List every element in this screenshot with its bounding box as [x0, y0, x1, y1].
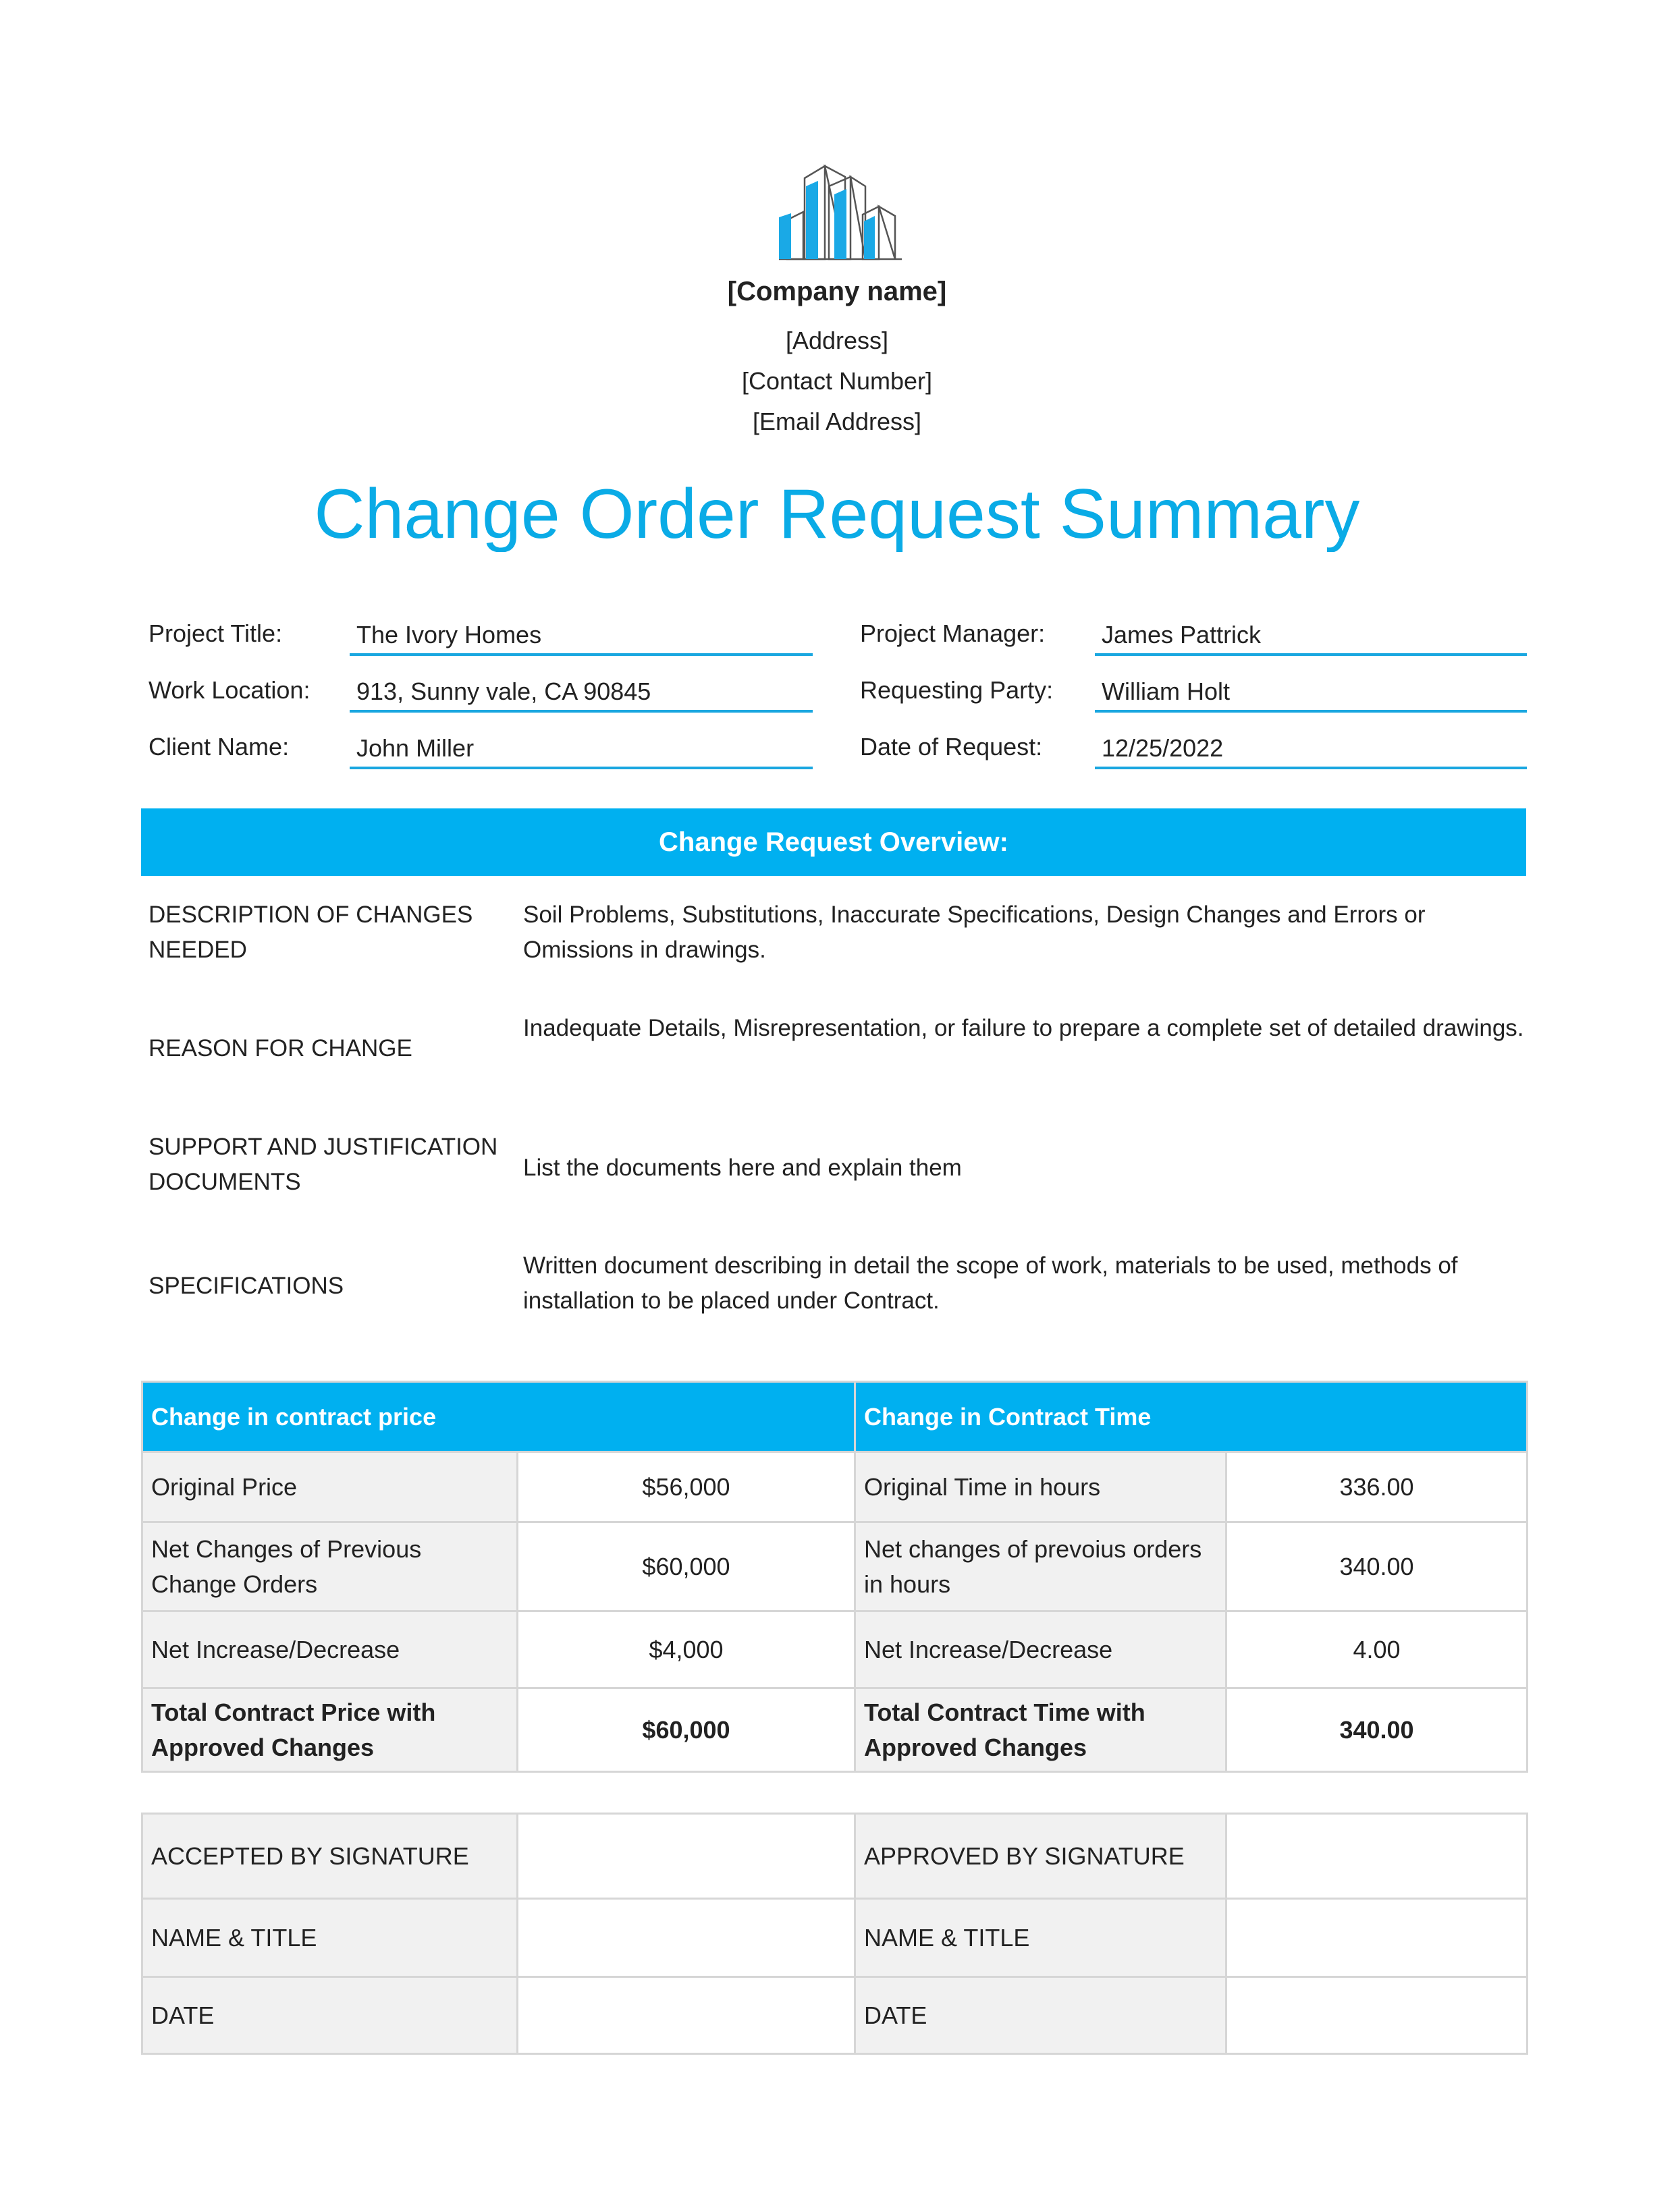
total-price-label: Total Contract Price with Approved Changes	[142, 1688, 518, 1772]
table-row	[142, 1452, 1528, 1522]
approved-name-title-label: NAME & TITLE	[855, 1899, 1226, 1977]
overview-heading: Change Request Overview:	[659, 827, 1008, 857]
original-time-label: Original Time in hours	[855, 1452, 1226, 1522]
total-time-label: Total Contract Time with Approved Changes	[855, 1688, 1226, 1772]
accepted-name-title-field[interactable]	[518, 1899, 855, 1977]
net-increase-price-value[interactable]: $4,000	[518, 1611, 855, 1688]
table-header-row	[142, 1382, 1528, 1452]
accepted-name-title-label: NAME & TITLE	[142, 1899, 518, 1977]
accepted-date-label: DATE	[142, 1977, 518, 2054]
project-manager-field[interactable]: James Pattrick	[1095, 614, 1527, 656]
overview-support-text[interactable]: List the documents here and explain them	[523, 1155, 962, 1181]
date-of-request-label: Date of Request:	[860, 733, 1043, 761]
company-email-address: [Email Address]	[752, 408, 922, 435]
total-price-value[interactable]: $60,000	[518, 1688, 855, 1772]
original-price-label: Original Price	[142, 1452, 518, 1522]
net-changes-time-value[interactable]: 340.00	[1226, 1522, 1528, 1611]
overview-specifications-label: SPECIFICATIONS	[148, 1273, 344, 1299]
net-increase-time-value[interactable]: 4.00	[1226, 1611, 1528, 1688]
net-increase-time-label: Net Increase/Decrease	[855, 1611, 1226, 1688]
net-changes-price-value[interactable]: $60,000	[518, 1522, 855, 1611]
net-increase-price-label: Net Increase/Decrease	[142, 1611, 518, 1688]
accepted-by-signature-field[interactable]	[518, 1814, 855, 1899]
approved-by-signature-label: APPROVED BY SIGNATURE	[855, 1814, 1226, 1899]
total-time-value[interactable]: 340.00	[1226, 1688, 1528, 1772]
time-heading: Change in Contract Time	[855, 1382, 1528, 1452]
project-manager-label: Project Manager:	[860, 619, 1046, 647]
overview-support-label: SUPPORT AND JUSTIFICATION DOCUMENTS	[148, 1134, 498, 1195]
net-changes-price-label: Net Changes of Previous Change Orders	[142, 1522, 518, 1611]
original-time-value[interactable]: 336.00	[1226, 1452, 1528, 1522]
table-row	[142, 1688, 1528, 1772]
requesting-party-field[interactable]: William Holt	[1095, 671, 1527, 713]
overview-description-label: DESCRIPTION OF CHANGES NEEDED	[148, 902, 473, 963]
work-location-label: Work Location:	[148, 676, 310, 704]
accepted-date-field[interactable]	[518, 1977, 855, 2054]
overview-reason-label: REASON FOR CHANGE	[148, 1035, 412, 1061]
company-name: [Company name]	[727, 277, 947, 306]
overview-header-band	[141, 808, 1526, 876]
overview-description-text[interactable]: Soil Problems, Substitutions, Inaccurate Specifications, Design Changes and Errors or Omissions in drawings.	[523, 902, 1426, 963]
accepted-by-signature-label: ACCEPTED BY SIGNATURE	[142, 1814, 518, 1899]
table-row	[142, 1522, 1528, 1611]
overview-specifications-text[interactable]: Written document describing in detail the scope of work, materials to be used, methods of installation to be placed under Contract.	[523, 1252, 1458, 1314]
table-row	[142, 1977, 1528, 2054]
approved-name-title-field[interactable]	[1226, 1899, 1528, 1977]
contract-changes-table	[141, 1381, 1528, 1773]
page-title: Change Order Request Summary	[314, 475, 1360, 552]
work-location-field[interactable]: 913, Sunny vale, CA 90845	[350, 671, 813, 713]
overview-reason-text[interactable]: Inadequate Details, Misrepresentation, or failure to prepare a complete set of detailed drawings.	[523, 1015, 1524, 1041]
client-name-label: Client Name:	[148, 733, 290, 761]
signatures-table	[141, 1813, 1528, 2055]
table-row	[142, 1611, 1528, 1688]
original-price-value[interactable]: $56,000	[518, 1452, 855, 1522]
company-contact-number: [Contact Number]	[741, 367, 933, 395]
project-title-label: Project Title:	[148, 619, 283, 647]
buildings-logo-icon	[776, 159, 905, 260]
table-row	[142, 1899, 1528, 1977]
requesting-party-label: Requesting Party:	[860, 676, 1054, 704]
client-name-field[interactable]: John Miller	[350, 727, 813, 769]
net-changes-time-label: Net changes of prevoius orders in hours	[855, 1522, 1226, 1611]
approved-by-signature-field[interactable]	[1226, 1814, 1528, 1899]
approved-date-label: DATE	[855, 1977, 1226, 2054]
project-title-field[interactable]: The Ivory Homes	[350, 614, 813, 656]
company-address: [Address]	[785, 327, 889, 354]
table-row	[142, 1814, 1528, 1899]
approved-date-field[interactable]	[1226, 1977, 1528, 2054]
date-of-request-field[interactable]: 12/25/2022	[1095, 727, 1527, 769]
price-heading: Change in contract price	[142, 1382, 855, 1452]
